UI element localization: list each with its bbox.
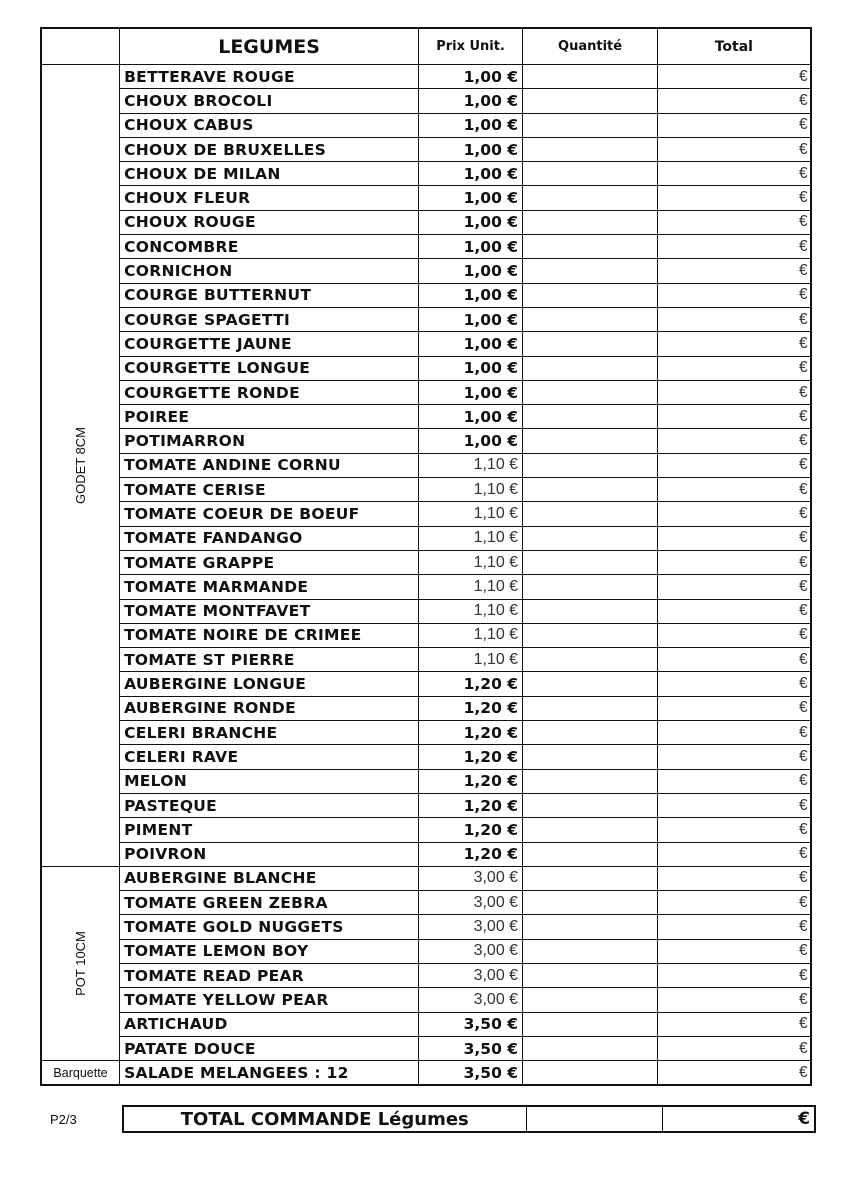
row-total-cell[interactable]: € — [658, 891, 811, 915]
item-price: 1,00 € — [419, 380, 523, 404]
table-row — [41, 550, 811, 574]
item-name: TOMATE LEMON BOY — [120, 939, 419, 963]
table-row — [41, 356, 811, 380]
item-name: POTIMARRON — [120, 429, 419, 453]
quantity-cell[interactable] — [523, 162, 658, 186]
row-total-cell[interactable]: € — [658, 575, 811, 599]
table-row — [41, 745, 811, 769]
quantity-cell[interactable] — [523, 648, 658, 672]
table-row — [41, 259, 811, 283]
quantity-cell[interactable] — [523, 453, 658, 477]
row-total-cell[interactable]: € — [658, 672, 811, 696]
item-price: 3,00 € — [419, 963, 523, 987]
item-name: CHOUX BROCOLI — [120, 89, 419, 113]
table-row — [41, 623, 811, 647]
item-price: 1,10 € — [419, 575, 523, 599]
item-name: COURGETTE JAUNE — [120, 332, 419, 356]
table-row — [41, 866, 811, 890]
group-label-text: Barquette — [53, 1065, 108, 1080]
quantity-cell[interactable] — [523, 891, 658, 915]
quantity-cell[interactable] — [523, 210, 658, 234]
row-total-cell[interactable]: € — [658, 623, 811, 647]
row-total-cell[interactable]: € — [658, 65, 811, 89]
table-row — [41, 793, 811, 817]
quantity-cell[interactable] — [523, 137, 658, 161]
table-row — [41, 599, 811, 623]
table-row — [41, 429, 811, 453]
item-price: 1,20 € — [419, 842, 523, 866]
row-total-cell[interactable]: € — [658, 429, 811, 453]
item-price: 1,20 € — [419, 696, 523, 720]
table-row — [41, 137, 811, 161]
row-total-cell[interactable]: € — [658, 963, 811, 987]
table-row — [41, 405, 811, 429]
table-row — [41, 478, 811, 502]
table-row — [41, 502, 811, 526]
table-row — [41, 1012, 811, 1036]
item-name: TOMATE GREEN ZEBRA — [120, 891, 419, 915]
item-price: 1,20 € — [419, 818, 523, 842]
quantity-cell[interactable] — [523, 769, 658, 793]
group-header — [41, 28, 120, 65]
quantity-cell[interactable] — [523, 235, 658, 259]
row-total-cell[interactable]: € — [658, 745, 811, 769]
quantity-cell[interactable] — [523, 963, 658, 987]
row-total-cell[interactable]: € — [658, 89, 811, 113]
table-row — [41, 575, 811, 599]
item-price: 1,10 € — [419, 526, 523, 550]
table-row — [41, 988, 811, 1012]
item-price: 3,50 € — [419, 1036, 523, 1060]
quantity-cell[interactable] — [523, 599, 658, 623]
quantity-cell[interactable] — [523, 745, 658, 769]
item-price: 3,00 € — [419, 866, 523, 890]
table-row — [41, 696, 811, 720]
item-price: 1,00 € — [419, 235, 523, 259]
item-price: 3,00 € — [419, 915, 523, 939]
item-price: 1,20 € — [419, 793, 523, 817]
item-price: 1,00 € — [419, 332, 523, 356]
row-total-cell[interactable]: € — [658, 1061, 811, 1086]
item-price: 1,10 € — [419, 453, 523, 477]
table-row — [41, 89, 811, 113]
page-number: P2/3 — [50, 1112, 77, 1127]
table-row — [41, 162, 811, 186]
row-total-cell[interactable]: € — [658, 1036, 811, 1060]
item-price: 1,00 € — [419, 137, 523, 161]
item-name: CHOUX ROUGE — [120, 210, 419, 234]
row-total-cell[interactable]: € — [658, 162, 811, 186]
item-name: COURGETTE RONDE — [120, 380, 419, 404]
row-total-cell[interactable]: € — [658, 283, 811, 307]
item-price: 1,00 € — [419, 307, 523, 331]
table-row — [41, 186, 811, 210]
item-name: CHOUX DE BRUXELLES — [120, 137, 419, 161]
row-total-cell[interactable]: € — [658, 307, 811, 331]
item-name: AUBERGINE RONDE — [120, 696, 419, 720]
item-price: 1,10 € — [419, 648, 523, 672]
quantity-cell[interactable] — [523, 1061, 658, 1086]
item-name: TOMATE NOIRE DE CRIMEE — [120, 623, 419, 647]
table-row — [41, 891, 811, 915]
quantity-cell[interactable] — [523, 1012, 658, 1036]
group-label-text: GODET 8CM — [73, 426, 89, 504]
table-row — [41, 1036, 811, 1060]
total-label: TOTAL COMMANDE Légumes — [123, 1106, 526, 1132]
quantity-cell[interactable] — [523, 113, 658, 137]
item-price: 1,00 € — [419, 186, 523, 210]
item-name: TOMATE MARMANDE — [120, 575, 419, 599]
item-price: 3,50 € — [419, 1061, 523, 1086]
item-name: TOMATE GRAPPE — [120, 550, 419, 574]
table-header — [41, 28, 811, 65]
quantity-cell[interactable] — [523, 915, 658, 939]
row-total-cell[interactable]: € — [658, 478, 811, 502]
item-price: 1,00 € — [419, 283, 523, 307]
item-name: TOMATE GOLD NUGGETS — [120, 915, 419, 939]
quantity-cell[interactable] — [523, 380, 658, 404]
table-row — [41, 721, 811, 745]
row-total-cell[interactable]: € — [658, 939, 811, 963]
table-row — [41, 672, 811, 696]
quantity-cell[interactable] — [523, 405, 658, 429]
item-name: TOMATE ANDINE CORNU — [120, 453, 419, 477]
table-row — [41, 235, 811, 259]
row-total-cell[interactable]: € — [658, 235, 811, 259]
table-row — [41, 526, 811, 550]
quantity-cell[interactable] — [523, 356, 658, 380]
row-total-cell[interactable]: € — [658, 210, 811, 234]
row-total-cell[interactable]: € — [658, 915, 811, 939]
item-price: 1,00 € — [419, 89, 523, 113]
table-row — [41, 332, 811, 356]
item-price: 3,00 € — [419, 891, 523, 915]
quantity-cell[interactable] — [523, 550, 658, 574]
item-name: POIVRON — [120, 842, 419, 866]
quantity-cell[interactable] — [523, 283, 658, 307]
row-total-cell[interactable]: € — [658, 648, 811, 672]
item-name: AUBERGINE LONGUE — [120, 672, 419, 696]
table-row — [41, 283, 811, 307]
quantity-cell[interactable] — [523, 429, 658, 453]
quantity-cell[interactable] — [523, 842, 658, 866]
total-row — [122, 1105, 816, 1133]
row-total-cell[interactable]: € — [658, 113, 811, 137]
item-name: PIMENT — [120, 818, 419, 842]
item-name: TOMATE READ PEAR — [120, 963, 419, 987]
quantity-cell[interactable] — [523, 793, 658, 817]
col-legumes: LEGUMES — [120, 28, 419, 65]
col-price: Prix Unit. — [419, 28, 523, 65]
table-row — [41, 453, 811, 477]
table-row — [41, 380, 811, 404]
item-name: TOMATE FANDANGO — [120, 526, 419, 550]
item-name: BETTERAVE ROUGE — [120, 65, 419, 89]
quantity-cell[interactable] — [523, 259, 658, 283]
item-price: 3,00 € — [419, 988, 523, 1012]
item-price: 1,10 € — [419, 502, 523, 526]
row-total-cell[interactable]: € — [658, 332, 811, 356]
item-price: 1,00 € — [419, 259, 523, 283]
quantity-cell[interactable] — [523, 575, 658, 599]
quantity-cell[interactable] — [523, 478, 658, 502]
row-total-cell[interactable]: € — [658, 988, 811, 1012]
item-name: TOMATE CERISE — [120, 478, 419, 502]
row-total-cell[interactable]: € — [658, 186, 811, 210]
quantity-cell[interactable] — [523, 1036, 658, 1060]
item-price: 1,20 € — [419, 672, 523, 696]
item-name: POIREE — [120, 405, 419, 429]
item-name: COURGE SPAGETTI — [120, 307, 419, 331]
row-total-cell[interactable]: € — [658, 550, 811, 574]
item-name: TOMATE COEUR DE BOEUF — [120, 502, 419, 526]
item-name: CELERI BRANCHE — [120, 721, 419, 745]
row-total-cell[interactable]: € — [658, 259, 811, 283]
item-price: 1,10 € — [419, 623, 523, 647]
quantity-cell[interactable] — [523, 502, 658, 526]
item-price: 1,00 € — [419, 429, 523, 453]
item-price: 1,00 € — [419, 405, 523, 429]
group-label — [41, 65, 120, 867]
row-total-cell[interactable]: € — [658, 696, 811, 720]
item-name: CHOUX DE MILAN — [120, 162, 419, 186]
item-name: CONCOMBRE — [120, 235, 419, 259]
item-name: ARTICHAUD — [120, 1012, 419, 1036]
quantity-cell[interactable] — [523, 526, 658, 550]
item-name: COURGE BUTTERNUT — [120, 283, 419, 307]
quantity-cell[interactable] — [523, 818, 658, 842]
quantity-cell[interactable] — [523, 866, 658, 890]
row-total-cell[interactable]: € — [658, 599, 811, 623]
item-price: 1,00 € — [419, 356, 523, 380]
group-label-text: POT 10CM — [73, 931, 89, 996]
quantity-cell[interactable] — [523, 696, 658, 720]
item-name: COURGETTE LONGUE — [120, 356, 419, 380]
row-total-cell[interactable]: € — [658, 769, 811, 793]
table-row — [41, 769, 811, 793]
item-price: 1,00 € — [419, 65, 523, 89]
item-price: 1,20 € — [419, 721, 523, 745]
table-row — [41, 307, 811, 331]
group-label — [41, 866, 120, 1060]
quantity-cell[interactable] — [523, 65, 658, 89]
col-quantity: Quantité — [523, 28, 658, 65]
row-total-cell[interactable]: € — [658, 866, 811, 890]
order-table — [40, 27, 812, 1086]
item-price: 1,10 € — [419, 599, 523, 623]
item-price: 1,00 € — [419, 162, 523, 186]
table-row — [41, 210, 811, 234]
item-name: CELERI RAVE — [120, 745, 419, 769]
row-total-cell[interactable]: € — [658, 526, 811, 550]
item-name: SALADE MELANGEES : 12 — [120, 1061, 419, 1086]
item-price: 1,20 € — [419, 745, 523, 769]
row-total-cell[interactable]: € — [658, 453, 811, 477]
row-total-cell[interactable]: € — [658, 818, 811, 842]
item-price: 1,20 € — [419, 769, 523, 793]
item-name: CHOUX FLEUR — [120, 186, 419, 210]
item-price: 1,10 € — [419, 478, 523, 502]
table-row — [41, 939, 811, 963]
item-price: 1,10 € — [419, 550, 523, 574]
quantity-cell[interactable] — [523, 721, 658, 745]
table-row — [41, 1061, 811, 1086]
quantity-cell[interactable] — [523, 307, 658, 331]
item-name: PASTEQUE — [120, 793, 419, 817]
total-quantity-cell[interactable] — [526, 1106, 662, 1132]
table-row — [41, 915, 811, 939]
item-price: 3,50 € — [419, 1012, 523, 1036]
row-total-cell[interactable]: € — [658, 721, 811, 745]
table-row — [41, 113, 811, 137]
quantity-cell[interactable] — [523, 332, 658, 356]
item-name: MELON — [120, 769, 419, 793]
item-price: 1,00 € — [419, 113, 523, 137]
item-name: TOMATE ST PIERRE — [120, 648, 419, 672]
row-total-cell[interactable]: € — [658, 842, 811, 866]
row-total-cell[interactable]: € — [658, 793, 811, 817]
row-total-cell[interactable]: € — [658, 502, 811, 526]
table-row — [41, 65, 811, 89]
grand-total-cell[interactable]: € — [662, 1106, 815, 1132]
row-total-cell[interactable]: € — [658, 1012, 811, 1036]
row-total-cell[interactable]: € — [658, 137, 811, 161]
table-row — [41, 648, 811, 672]
quantity-cell[interactable] — [523, 939, 658, 963]
item-name: TOMATE YELLOW PEAR — [120, 988, 419, 1012]
row-total-cell[interactable]: € — [658, 356, 811, 380]
quantity-cell[interactable] — [523, 623, 658, 647]
item-price: 1,00 € — [419, 210, 523, 234]
col-total: Total — [658, 28, 811, 65]
row-total-cell[interactable]: € — [658, 405, 811, 429]
table-row — [41, 818, 811, 842]
item-price: 3,00 € — [419, 939, 523, 963]
item-name: PATATE DOUCE — [120, 1036, 419, 1060]
item-name: TOMATE MONTFAVET — [120, 599, 419, 623]
table-row — [41, 963, 811, 987]
group-label — [41, 1061, 120, 1086]
table-row — [41, 842, 811, 866]
item-name: AUBERGINE BLANCHE — [120, 866, 419, 890]
item-name: CORNICHON — [120, 259, 419, 283]
quantity-cell[interactable] — [523, 89, 658, 113]
quantity-cell[interactable] — [523, 186, 658, 210]
row-total-cell[interactable]: € — [658, 380, 811, 404]
quantity-cell[interactable] — [523, 672, 658, 696]
item-name: CHOUX CABUS — [120, 113, 419, 137]
quantity-cell[interactable] — [523, 988, 658, 1012]
